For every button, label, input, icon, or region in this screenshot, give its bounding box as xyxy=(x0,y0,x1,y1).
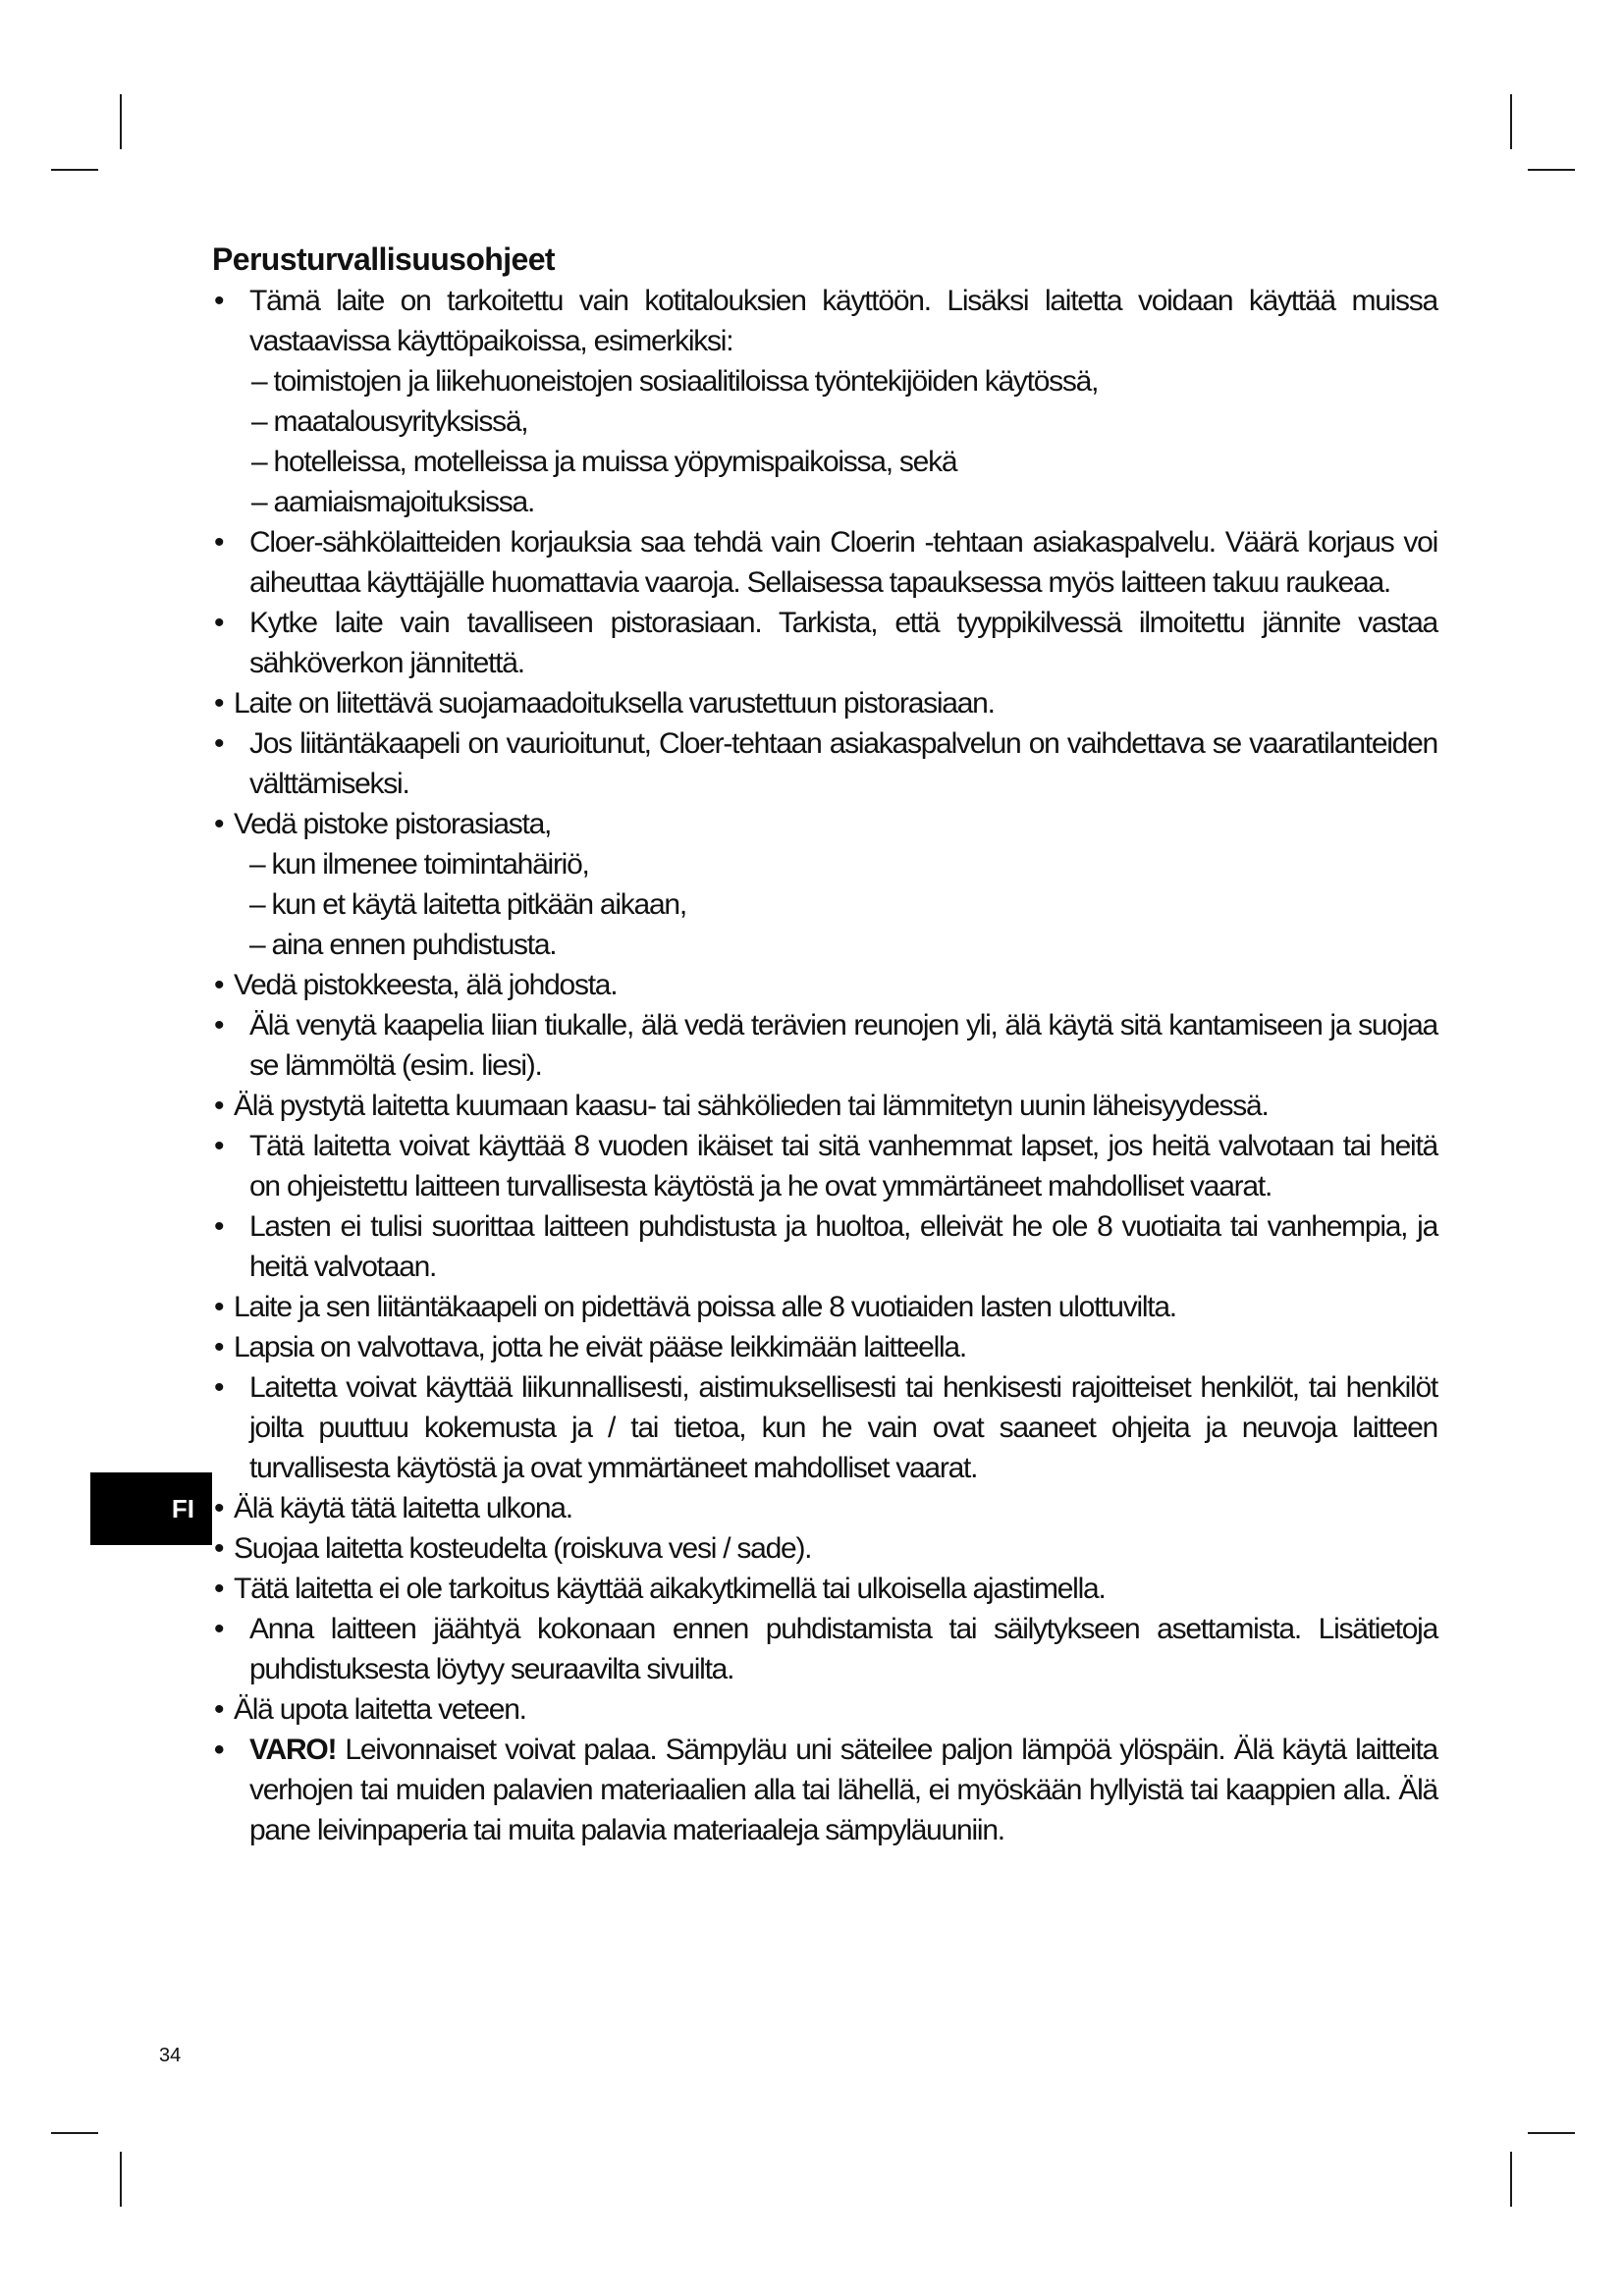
bullet-icon: • xyxy=(214,1371,224,1404)
list-item-warning xyxy=(212,1730,1437,1850)
bullet-icon: • xyxy=(214,1734,224,1766)
item-text: Lasten ei tulisi suorittaa laitteen puhdistusta ja huoltoa, elleivät he ole 8 vuotiaita tai vanhempia, ja heitä valvotaan. xyxy=(249,1210,1437,1283)
item-text: Tätä laitetta voivat käyttää 8 vuoden ikäiset tai sitä vanhemmat lapset, jos heitä valvotaan tai heitä on ohjeistettu laitteen turvallisesta käytöstä ja he ovat ymmärtäneet mahdolliset vaarat. xyxy=(249,1130,1437,1202)
sub-item: – toimistojen ja liikehuoneistojen sosiaalitiloissa työntekijöiden käytössä, xyxy=(251,365,1099,398)
bullet-icon: • xyxy=(214,1492,224,1524)
bullet-icon: • xyxy=(214,969,224,1001)
item-text: Lapsia on valvottava, jotta he eivät pääse leikkimään laitteella. xyxy=(234,1331,966,1363)
sub-item: – maatalousyrityksissä, xyxy=(251,405,528,438)
safety-instructions-section xyxy=(212,240,1437,1850)
crop-mark-top-left-h xyxy=(51,169,98,171)
bullet-icon: • xyxy=(214,687,224,720)
list-item xyxy=(212,1609,1437,1689)
sub-item: – kun et käytä laitetta pitkään aikaan, xyxy=(249,888,686,921)
crop-mark-bottom-right-h xyxy=(1528,2132,1575,2134)
bullet-icon: • xyxy=(214,1090,224,1122)
list-item xyxy=(212,1287,1437,1327)
item-text: Älä upota laitetta veteen. xyxy=(234,1693,526,1726)
list-item xyxy=(212,522,1437,603)
item-text: Vedä pistoke pistorasiasta, xyxy=(234,808,552,840)
bullet-icon: • xyxy=(214,1291,224,1323)
crop-mark-top-left-v xyxy=(120,94,122,149)
sub-item: – aamiaismajoituksissa. xyxy=(251,486,535,518)
list-item xyxy=(212,804,1437,965)
item-text: Älä venytä kaapelia liian tiukalle, älä vedä terävien reunojen yli, älä käytä sitä kantamiseen ja suojaa se lämmöltä (esim. liesi). xyxy=(249,1009,1437,1082)
list-item xyxy=(212,1126,1437,1206)
list-item xyxy=(212,1569,1437,1609)
item-text: Laite on liitettävä suojamaadoituksella varustettuun pistorasiaan. xyxy=(234,687,995,720)
item-text: Tätä laitetta ei ole tarkoitus käyttää aikakytkimellä tai ulkoisella ajastimella. xyxy=(234,1573,1106,1605)
bullet-icon: • xyxy=(214,607,224,639)
list-item xyxy=(212,1367,1437,1488)
list-item xyxy=(212,1206,1437,1287)
crop-mark-top-right-h xyxy=(1528,169,1575,171)
bullet-icon: • xyxy=(214,1693,224,1726)
item-text: Kytke laite vain tavalliseen pistorasiaan. Tarkista, että tyyppikilvessä ilmoitettu jännite vastaa sähköverkon jännitettä. xyxy=(249,607,1437,679)
sub-item: – hotelleissa, motelleissa ja muissa yöpymispaikoissa, sekä xyxy=(251,446,957,478)
bullet-icon: • xyxy=(214,808,224,840)
item-text: Älä käytä tätä laitetta ulkona. xyxy=(234,1492,572,1524)
list-item xyxy=(212,281,1437,522)
crop-mark-bottom-left-v xyxy=(120,2152,122,2207)
warning-label: VARO! xyxy=(249,1734,337,1766)
item-text: Leivonnaiset voivat palaa. Sämpyläu uni säteilee paljon lämpöä ylöspäin. Älä käytä laitteita verhojen tai muiden palavien materiaalien alla tai lähellä, ei myöskään hyllyistä tai kaappien alla. Älä pane leivinpaperia tai muita palavia materiaaleja sämpyläuuniin. xyxy=(249,1734,1437,1846)
list-item xyxy=(212,1005,1437,1086)
list-item xyxy=(212,1689,1437,1730)
list-item xyxy=(212,965,1437,1005)
crop-mark-bottom-right-v xyxy=(1510,2152,1512,2207)
item-text: Cloer-sähkölaitteiden korjauksia saa tehdä vain Cloerin -tehtaan asiakaspalvelu. Väärä korjaus voi aiheuttaa käyttäjälle huomattavia vaaroja. Sellaisessa tapauksessa myös laitteen takuu raukeaa. xyxy=(249,526,1437,599)
bullet-icon: • xyxy=(214,1009,224,1041)
bullet-icon: • xyxy=(214,727,224,760)
crop-mark-top-right-v xyxy=(1510,94,1512,149)
language-tab: FI xyxy=(90,1472,212,1545)
item-text: Tämä laite on tarkoitettu vain kotitalouksien käyttöön. Lisäksi laitetta voidaan käyttää muissa vastaavissa käyttöpaikoissa, esimerkiksi: xyxy=(249,285,1437,357)
list-item xyxy=(212,723,1437,804)
bullet-icon: • xyxy=(214,1573,224,1605)
bullet-icon: • xyxy=(214,1331,224,1363)
bullet-icon: • xyxy=(214,1210,224,1243)
item-text: Suojaa laitetta kosteudelta (roiskuva vesi / sade). xyxy=(234,1532,812,1565)
bullet-icon: • xyxy=(214,526,224,559)
list-item xyxy=(212,1488,1437,1528)
instruction-list xyxy=(212,281,1437,1850)
item-text: Laite ja sen liitäntäkaapeli on pidettävä poissa alle 8 vuotiaiden lasten ulottuvilta. xyxy=(234,1291,1176,1323)
page-number: 34 xyxy=(159,2045,182,2066)
sub-item: – kun ilmenee toimintahäiriö, xyxy=(249,848,589,881)
bullet-icon: • xyxy=(214,1130,224,1162)
bullet-icon: • xyxy=(214,285,224,317)
item-text: Vedä pistokkeesta, älä johdosta. xyxy=(234,969,618,1001)
list-item xyxy=(212,1086,1437,1126)
item-text: Jos liitäntäkaapeli on vaurioitunut, Cloer-tehtaan asiakaspalvelun on vaihdettava se vaaratilanteiden välttämiseksi. xyxy=(249,727,1437,800)
list-item xyxy=(212,603,1437,683)
list-item xyxy=(212,1327,1437,1367)
bullet-icon: • xyxy=(214,1613,224,1645)
crop-mark-bottom-left-h xyxy=(51,2132,98,2134)
bullet-icon: • xyxy=(214,1532,224,1565)
sub-item: – aina ennen puhdistusta. xyxy=(249,929,557,961)
item-text: Laitetta voivat käyttää liikunnallisesti, aistimuksellisesti tai henkisesti rajoitteiset henkilöt, tai henkilöt joilta puuttuu kokemusta ja / tai tietoa, kun he vain ovat saaneet ohjeita ja neuvoja laitteen turvallisesta käytöstä ja ovat ymmärtäneet mahdolliset vaarat. xyxy=(249,1371,1437,1484)
item-text: Älä pystytä laitetta kuumaan kaasu- tai sähkölieden tai lämmitetyn uunin läheisyydessä. xyxy=(234,1090,1269,1122)
section-heading: Perusturvallisuusohjeet xyxy=(212,241,555,277)
list-item xyxy=(212,1528,1437,1569)
item-text: Anna laitteen jäähtyä kokonaan ennen puhdistamista tai säilytykseen asettamista. Lisätietoja puhdistuksesta löytyy seuraavilta sivuilta. xyxy=(249,1613,1437,1685)
list-item xyxy=(212,683,1437,723)
